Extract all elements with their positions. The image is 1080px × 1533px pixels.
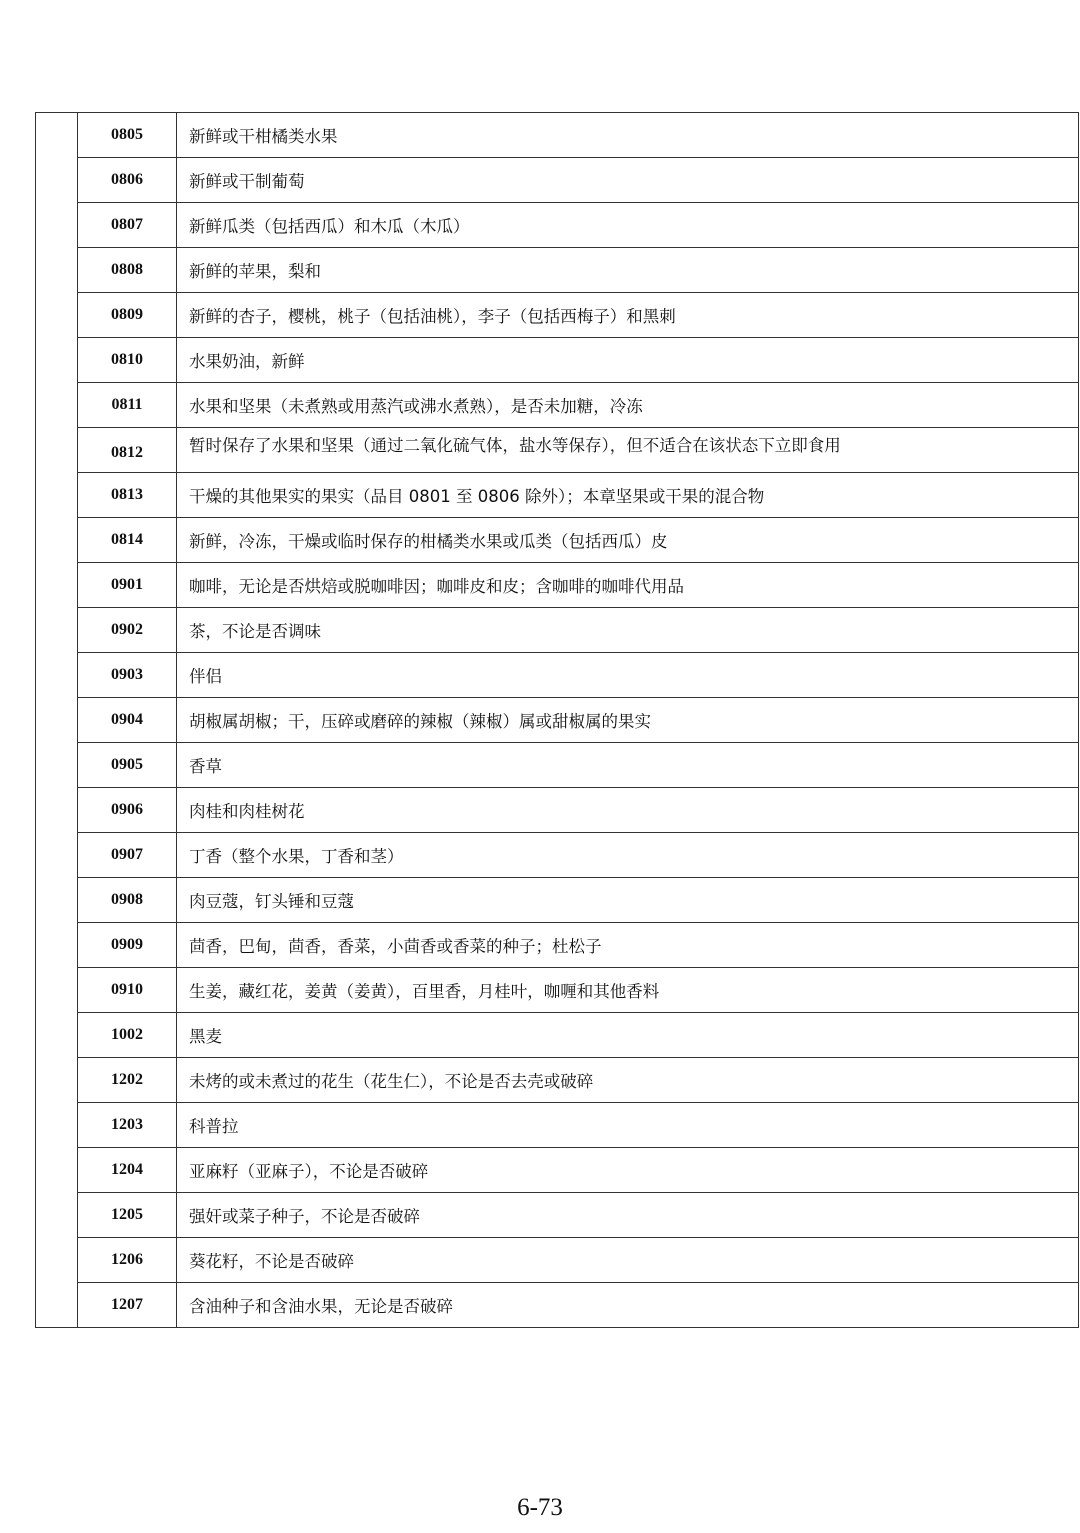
blank-cell xyxy=(36,113,78,1328)
hs-code: 0907 xyxy=(78,833,177,878)
hs-code: 1205 xyxy=(78,1193,177,1238)
description: 肉桂和肉桂树花 xyxy=(177,788,1079,833)
description: 咖啡，无论是否烘焙或脱咖啡因；咖啡皮和皮；含咖啡的咖啡代用品 xyxy=(177,563,1079,608)
table-row xyxy=(36,473,1079,518)
page-number: 6-73 xyxy=(517,1494,563,1521)
description: 亚麻籽（亚麻子），不论是否破碎 xyxy=(177,1148,1079,1193)
table-row xyxy=(36,608,1079,653)
table-row xyxy=(36,563,1079,608)
hs-code: 0805 xyxy=(78,113,177,158)
description: 生姜，藏红花，姜黄（姜黄），百里香，月桂叶，咖喱和其他香料 xyxy=(177,968,1079,1013)
description: 新鲜或干制葡萄 xyxy=(177,158,1079,203)
table-row xyxy=(36,338,1079,383)
hs-code: 0902 xyxy=(78,608,177,653)
table-row xyxy=(36,1193,1079,1238)
hs-code: 1202 xyxy=(78,1058,177,1103)
description: 黑麦 xyxy=(177,1013,1079,1058)
hs-code: 1002 xyxy=(78,1013,177,1058)
table-row xyxy=(36,1058,1079,1103)
table-row xyxy=(36,248,1079,293)
tariff-table xyxy=(35,112,1079,1328)
hs-code: 1203 xyxy=(78,1103,177,1148)
description: 胡椒属胡椒；干，压碎或磨碎的辣椒（辣椒）属或甜椒属的果实 xyxy=(177,698,1079,743)
hs-code: 0905 xyxy=(78,743,177,788)
description: 茶，不论是否调味 xyxy=(177,608,1079,653)
table-row xyxy=(36,653,1079,698)
table-row xyxy=(36,833,1079,878)
hs-code: 0908 xyxy=(78,878,177,923)
hs-code: 0909 xyxy=(78,923,177,968)
table-row xyxy=(36,698,1079,743)
table-row xyxy=(36,968,1079,1013)
table-row xyxy=(36,788,1079,833)
hs-code: 0906 xyxy=(78,788,177,833)
hs-code: 1206 xyxy=(78,1238,177,1283)
description: 未烤的或未煮过的花生（花生仁），不论是否去壳或破碎 xyxy=(177,1058,1079,1103)
description: 干燥的其他果实的果实（品目 0801 至 0806 除外）；本章坚果或干果的混合物 xyxy=(177,473,1079,518)
description: 新鲜，冷冻，干燥或临时保存的柑橘类水果或瓜类（包括西瓜）皮 xyxy=(177,518,1079,563)
hs-code: 0809 xyxy=(78,293,177,338)
table-row xyxy=(36,1103,1079,1148)
description: 新鲜的苹果，梨和 xyxy=(177,248,1079,293)
table-row xyxy=(36,203,1079,248)
hs-code: 0811 xyxy=(78,383,177,428)
table-row xyxy=(36,293,1079,338)
hs-code: 0810 xyxy=(78,338,177,383)
description: 丁香（整个水果，丁香和茎） xyxy=(177,833,1079,878)
description: 新鲜或干柑橘类水果 xyxy=(177,113,1079,158)
table-row xyxy=(36,1013,1079,1058)
description: 科普拉 xyxy=(177,1103,1079,1148)
hs-code: 0904 xyxy=(78,698,177,743)
description: 暂时保存了水果和坚果（通过二氧化硫气体，盐水等保存），但不适合在该状态下立即食用 xyxy=(177,428,1079,473)
table-row xyxy=(36,923,1079,968)
hs-code: 0903 xyxy=(78,653,177,698)
hs-code: 0910 xyxy=(78,968,177,1013)
hs-code: 0806 xyxy=(78,158,177,203)
hs-code: 0808 xyxy=(78,248,177,293)
table-body xyxy=(36,113,1079,1328)
hs-code: 1204 xyxy=(78,1148,177,1193)
hs-code: 0812 xyxy=(78,428,177,473)
hs-code: 0807 xyxy=(78,203,177,248)
table-row xyxy=(36,158,1079,203)
description: 强奸或菜子种子，不论是否破碎 xyxy=(177,1193,1079,1238)
table-row xyxy=(36,743,1079,788)
hs-code: 0901 xyxy=(78,563,177,608)
description: 茴香，巴甸，茴香，香菜，小茴香或香菜的种子；杜松子 xyxy=(177,923,1079,968)
hs-code: 0813 xyxy=(78,473,177,518)
table-row xyxy=(36,1283,1079,1328)
table-row xyxy=(36,428,1079,473)
hs-code: 0814 xyxy=(78,518,177,563)
description: 含油种子和含油水果，无论是否破碎 xyxy=(177,1283,1079,1328)
table-row xyxy=(36,113,1079,158)
table-row xyxy=(36,1238,1079,1283)
table-row xyxy=(36,383,1079,428)
table-row xyxy=(36,518,1079,563)
description: 肉豆蔻，钉头锤和豆蔻 xyxy=(177,878,1079,923)
table-row xyxy=(36,878,1079,923)
table-row xyxy=(36,1148,1079,1193)
description: 水果奶油，新鲜 xyxy=(177,338,1079,383)
description: 新鲜的杏子，樱桃，桃子（包括油桃），李子（包括西梅子）和黑刺 xyxy=(177,293,1079,338)
description: 水果和坚果（未煮熟或用蒸汽或沸水煮熟），是否未加糖，冷冻 xyxy=(177,383,1079,428)
description: 伴侣 xyxy=(177,653,1079,698)
description: 新鲜瓜类（包括西瓜）和木瓜（木瓜） xyxy=(177,203,1079,248)
description: 葵花籽，不论是否破碎 xyxy=(177,1238,1079,1283)
description: 香草 xyxy=(177,743,1079,788)
hs-code: 1207 xyxy=(78,1283,177,1328)
